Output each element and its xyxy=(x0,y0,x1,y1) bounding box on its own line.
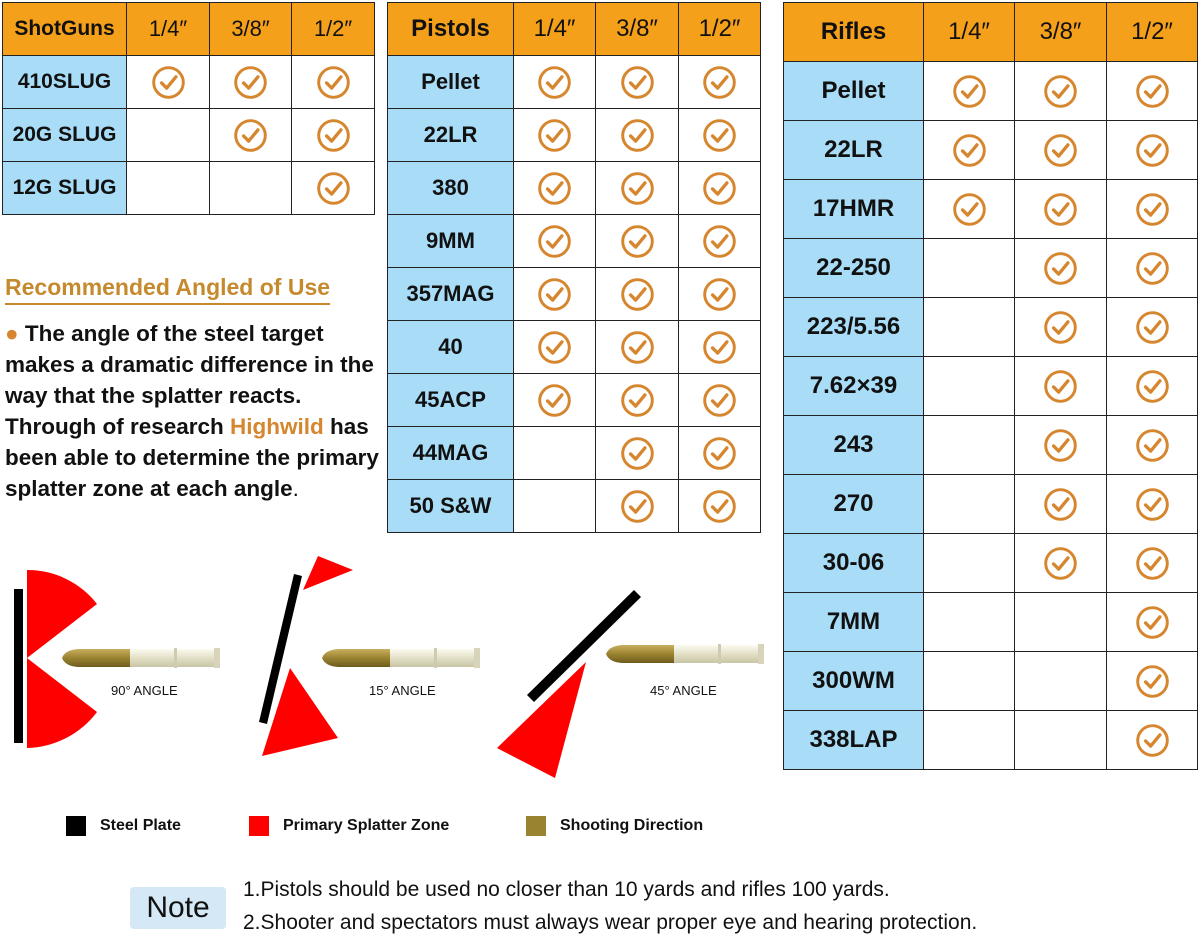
compat-cell xyxy=(1107,652,1198,711)
compat-cell xyxy=(1015,180,1107,239)
check-circle-icon xyxy=(1042,486,1079,523)
compat-cell xyxy=(924,534,1015,593)
check-circle-icon xyxy=(536,382,573,419)
col-header: 3/8″ xyxy=(1015,3,1107,62)
splatter-zone-icon xyxy=(27,570,97,658)
check-circle-icon xyxy=(701,276,738,313)
check-circle-icon xyxy=(1042,309,1079,346)
angled-text-part: The angle of the steel target makes a dramatic difference in the way that the splatter reacts. Through of research xyxy=(5,321,374,439)
compat-cell xyxy=(679,427,761,480)
col-header: 1/2″ xyxy=(292,3,375,56)
check-circle-icon xyxy=(150,64,187,101)
compat-cell xyxy=(924,475,1015,534)
col-header: 1/4″ xyxy=(514,3,596,56)
row-label: Pellet xyxy=(388,56,514,109)
shooting-direction-swatch-icon xyxy=(526,816,546,836)
table-row xyxy=(388,321,761,374)
legend-shooting-direction xyxy=(526,814,703,838)
check-circle-icon xyxy=(315,64,352,101)
compat-cell xyxy=(210,109,292,162)
col-header: 1/2″ xyxy=(1107,3,1198,62)
compat-cell xyxy=(596,427,679,480)
compat-cell xyxy=(127,56,210,109)
check-circle-icon xyxy=(951,132,988,169)
compat-cell xyxy=(514,321,596,374)
check-circle-icon xyxy=(536,276,573,313)
check-circle-icon xyxy=(619,117,656,154)
splatter-zone-icon xyxy=(27,658,97,748)
row-label: Pellet xyxy=(784,62,924,121)
table-row xyxy=(3,56,375,109)
check-circle-icon xyxy=(1134,545,1171,582)
table-row xyxy=(784,534,1198,593)
table-row xyxy=(784,357,1198,416)
check-circle-icon xyxy=(1134,486,1171,523)
check-circle-icon xyxy=(701,64,738,101)
compat-cell xyxy=(514,162,596,215)
compat-cell xyxy=(596,109,679,162)
check-circle-icon xyxy=(701,382,738,419)
table-row xyxy=(784,62,1198,121)
check-circle-icon xyxy=(619,170,656,207)
compat-cell xyxy=(127,162,210,215)
compat-cell xyxy=(1015,593,1107,652)
check-circle-icon xyxy=(1042,191,1079,228)
compat-cell xyxy=(1015,711,1107,770)
row-label: 357MAG xyxy=(388,268,514,321)
check-circle-icon xyxy=(619,223,656,260)
compat-cell xyxy=(514,374,596,427)
check-circle-icon xyxy=(536,64,573,101)
row-label: 17HMR xyxy=(784,180,924,239)
rifles-header-row xyxy=(784,3,1198,62)
compat-cell xyxy=(514,268,596,321)
pistols-table xyxy=(387,2,761,533)
compat-cell xyxy=(1107,121,1198,180)
check-circle-icon xyxy=(701,170,738,207)
check-circle-icon xyxy=(701,223,738,260)
compat-cell xyxy=(514,480,596,533)
check-circle-icon xyxy=(536,170,573,207)
check-circle-icon xyxy=(1042,250,1079,287)
compat-cell xyxy=(924,180,1015,239)
pistols-title: Pistols xyxy=(388,3,514,56)
compat-cell xyxy=(292,56,375,109)
note-line: 1.Pistols should be used no closer than 10 yards and rifles 100 yards. xyxy=(243,878,890,901)
shotguns-header-row xyxy=(3,3,375,56)
check-circle-icon xyxy=(1042,427,1079,464)
pistols-body xyxy=(388,56,761,533)
col-header: 1/4″ xyxy=(924,3,1015,62)
row-label: 7.62×39 xyxy=(784,357,924,416)
compat-cell xyxy=(210,162,292,215)
check-circle-icon xyxy=(701,435,738,472)
check-circle-icon xyxy=(1134,663,1171,700)
compat-cell xyxy=(596,162,679,215)
row-label: 40 xyxy=(388,321,514,374)
check-circle-icon xyxy=(619,276,656,313)
compat-cell xyxy=(1015,357,1107,416)
row-label: 30-06 xyxy=(784,534,924,593)
note-badge: Note xyxy=(130,887,226,929)
table-row xyxy=(784,298,1198,357)
compat-cell xyxy=(1015,534,1107,593)
row-label: 44MAG xyxy=(388,427,514,480)
check-circle-icon xyxy=(232,64,269,101)
legend-label: Shooting Direction xyxy=(560,817,704,834)
row-label: 22LR xyxy=(784,121,924,180)
diagram-90-angle xyxy=(14,570,220,748)
compat-cell xyxy=(1015,298,1107,357)
check-circle-icon xyxy=(1134,132,1171,169)
rifles-table xyxy=(783,2,1198,770)
check-circle-icon xyxy=(1134,191,1171,228)
compat-cell xyxy=(1107,475,1198,534)
compat-cell xyxy=(924,416,1015,475)
table-row xyxy=(388,56,761,109)
diagram-label-15: 15° ANGLE xyxy=(369,683,436,698)
bullet-icon xyxy=(322,648,480,668)
col-header: 3/8″ xyxy=(596,3,679,56)
table-row xyxy=(3,109,375,162)
check-circle-icon xyxy=(315,170,352,207)
compat-cell xyxy=(596,374,679,427)
check-circle-icon xyxy=(701,329,738,366)
check-circle-icon xyxy=(1042,132,1079,169)
compat-cell xyxy=(596,480,679,533)
check-circle-icon xyxy=(1134,722,1171,759)
compat-cell xyxy=(924,121,1015,180)
compat-cell xyxy=(924,357,1015,416)
legend-label: Primary Splatter Zone xyxy=(283,817,450,834)
check-circle-icon xyxy=(951,191,988,228)
row-label: 50 S&W xyxy=(388,480,514,533)
table-row xyxy=(784,711,1198,770)
angled-use-heading: Recommended Angled of Use xyxy=(5,274,330,305)
splatter-zone-icon xyxy=(497,662,586,778)
check-circle-icon xyxy=(1134,427,1171,464)
compat-cell xyxy=(1107,239,1198,298)
table-row xyxy=(784,475,1198,534)
angled-text-period: . xyxy=(292,476,299,501)
compat-cell xyxy=(1107,711,1198,770)
table-row xyxy=(3,162,375,215)
row-label: 9MM xyxy=(388,215,514,268)
check-circle-icon xyxy=(1042,545,1079,582)
legend-splatter-zone xyxy=(249,814,449,838)
row-label: 20G SLUG xyxy=(3,109,127,162)
table-row xyxy=(784,416,1198,475)
brand-name: Highwild xyxy=(230,414,324,439)
compat-cell xyxy=(292,162,375,215)
check-circle-icon xyxy=(701,117,738,154)
angled-text-part: has been able to determine the primary splatter zone at each angle xyxy=(5,414,379,501)
compat-cell xyxy=(1015,475,1107,534)
pistols-header-row xyxy=(388,3,761,56)
table-row xyxy=(784,121,1198,180)
row-label: 338LAP xyxy=(784,711,924,770)
bullet-icon xyxy=(62,648,220,668)
check-circle-icon xyxy=(232,117,269,154)
col-header: 1/4″ xyxy=(127,3,210,56)
check-circle-icon xyxy=(536,329,573,366)
compat-cell xyxy=(924,239,1015,298)
splatter-zone-icon xyxy=(303,556,353,590)
table-row xyxy=(784,593,1198,652)
steel-plate-swatch-icon xyxy=(66,816,86,836)
check-circle-icon xyxy=(315,117,352,154)
compat-cell xyxy=(1015,121,1107,180)
shotguns-title: ShotGuns xyxy=(3,3,127,56)
check-circle-icon xyxy=(1134,604,1171,641)
row-label: 22LR xyxy=(388,109,514,162)
compat-cell xyxy=(127,109,210,162)
diagram-45-angle xyxy=(497,590,764,778)
table-row xyxy=(388,109,761,162)
compat-cell xyxy=(514,56,596,109)
rifles-body xyxy=(784,62,1198,770)
diagram-label-90: 90° ANGLE xyxy=(111,683,178,698)
table-row xyxy=(388,374,761,427)
check-circle-icon xyxy=(1042,368,1079,405)
legend-steel-plate xyxy=(66,814,181,838)
check-circle-icon xyxy=(619,64,656,101)
compat-cell xyxy=(679,321,761,374)
table-row xyxy=(784,652,1198,711)
angle-diagrams xyxy=(0,548,780,788)
col-header: 3/8″ xyxy=(210,3,292,56)
compat-cell xyxy=(1107,416,1198,475)
row-label: 7MM xyxy=(784,593,924,652)
compat-cell xyxy=(596,215,679,268)
steel-plate-icon xyxy=(14,589,23,743)
check-circle-icon xyxy=(701,488,738,525)
compat-cell xyxy=(596,321,679,374)
row-label: 223/5.56 xyxy=(784,298,924,357)
compat-cell xyxy=(292,109,375,162)
compat-cell xyxy=(924,298,1015,357)
compat-cell xyxy=(1015,652,1107,711)
note-line: 2.Shooter and spectators must always wear proper eye and hearing protection. xyxy=(243,911,978,934)
table-row xyxy=(388,162,761,215)
row-label: 12G SLUG xyxy=(3,162,127,215)
table-row xyxy=(388,480,761,533)
bullet-dot-icon: ● xyxy=(5,321,19,346)
diagram-15-angle xyxy=(259,556,480,756)
row-label: 243 xyxy=(784,416,924,475)
check-circle-icon xyxy=(619,488,656,525)
row-label: 300WM xyxy=(784,652,924,711)
table-row xyxy=(388,268,761,321)
compat-cell xyxy=(679,374,761,427)
compat-cell xyxy=(679,480,761,533)
compat-cell xyxy=(679,162,761,215)
compat-cell xyxy=(679,109,761,162)
check-circle-icon xyxy=(1134,368,1171,405)
compat-cell xyxy=(1015,62,1107,121)
table-row xyxy=(784,180,1198,239)
diagram-label-45: 45° ANGLE xyxy=(650,683,717,698)
bullet-icon xyxy=(606,644,764,664)
compat-cell xyxy=(514,109,596,162)
splatter-swatch-icon xyxy=(249,816,269,836)
check-circle-icon xyxy=(619,329,656,366)
row-label: 380 xyxy=(388,162,514,215)
compat-cell xyxy=(596,268,679,321)
compat-cell xyxy=(679,268,761,321)
check-circle-icon xyxy=(1134,250,1171,287)
compat-cell xyxy=(924,593,1015,652)
check-circle-icon xyxy=(1134,73,1171,110)
compat-cell xyxy=(210,56,292,109)
compat-cell xyxy=(514,215,596,268)
compat-cell xyxy=(1015,416,1107,475)
row-label: 410SLUG xyxy=(3,56,127,109)
check-circle-icon xyxy=(1134,309,1171,346)
compat-cell xyxy=(1107,180,1198,239)
row-label: 22-250 xyxy=(784,239,924,298)
legend-label: Steel Plate xyxy=(100,817,181,834)
check-circle-icon xyxy=(619,382,656,419)
check-circle-icon xyxy=(619,435,656,472)
compat-cell xyxy=(1107,593,1198,652)
check-circle-icon xyxy=(536,223,573,260)
compat-cell xyxy=(514,427,596,480)
compat-cell xyxy=(1107,298,1198,357)
compat-cell xyxy=(679,215,761,268)
check-circle-icon xyxy=(951,73,988,110)
row-label: 270 xyxy=(784,475,924,534)
compat-cell xyxy=(1107,534,1198,593)
col-header: 1/2″ xyxy=(679,3,761,56)
row-label: 45ACP xyxy=(388,374,514,427)
check-circle-icon xyxy=(1042,73,1079,110)
check-circle-icon xyxy=(536,117,573,154)
compat-cell xyxy=(924,711,1015,770)
shotguns-body xyxy=(3,56,375,215)
shotguns-table xyxy=(2,2,375,215)
compat-cell xyxy=(1015,239,1107,298)
compat-cell xyxy=(1107,62,1198,121)
compat-cell xyxy=(1107,357,1198,416)
compat-cell xyxy=(679,56,761,109)
compat-cell xyxy=(596,56,679,109)
compat-cell xyxy=(924,62,1015,121)
table-row xyxy=(784,239,1198,298)
compat-cell xyxy=(924,652,1015,711)
table-row xyxy=(388,427,761,480)
rifles-title: Rifles xyxy=(784,3,924,62)
angled-use-description xyxy=(5,318,383,504)
table-row xyxy=(388,215,761,268)
